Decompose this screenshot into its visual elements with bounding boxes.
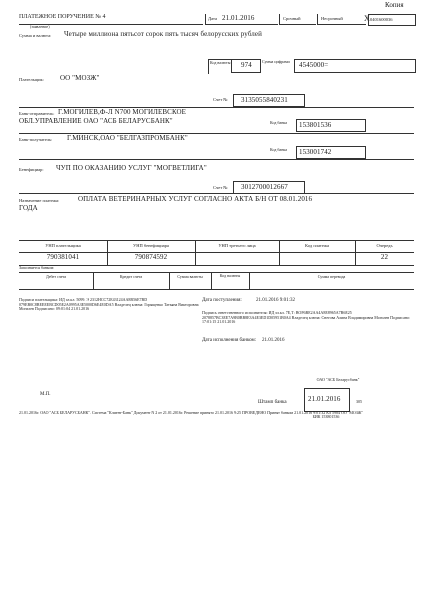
unp-beneficiary-label: УНП бенефициара [133, 243, 169, 248]
payer-account-label: Счет № [213, 97, 228, 102]
amount-digits-box [294, 59, 416, 73]
nonurgent-box [317, 14, 370, 25]
receiver-bank-name: Г.МИНСК,ОАО "БЕЛГАЗПРОМБАНК" [67, 134, 188, 142]
unp-third-label: УНП третьего лица [218, 243, 256, 248]
payer-account-box [233, 94, 305, 107]
amount-digits-label: Сумма цифрами [262, 59, 290, 64]
received-label: Дата поступления: [202, 298, 242, 303]
nonurgent-mark: X [364, 14, 370, 23]
unp-payer: 790381041 [46, 253, 80, 261]
form-code: 0401600036 [370, 17, 393, 22]
footer-note: 21.01.2016г. ОАО "АСБ БЕЛАРУСБАНК". Система "Клиент-Банк" Документ N 2 от 21.01.2016г. Решение принято 21.01.2016 9:25 ПРОВЕДЕНО Принят банком 21.01.2016 9:01:32 Кл 5984 ОО "МОЗЖ" [19, 410, 363, 415]
transfer-amount-label: Сумма перевода [317, 274, 346, 279]
payer-name: ОО "МОЗЖ" [60, 74, 100, 82]
bank-fill-table [19, 272, 414, 290]
purpose-line2: ГОДА [19, 204, 38, 212]
payer-account: 3135055840231 [241, 96, 288, 104]
executed-value: 21.01.2016 [262, 338, 285, 343]
purpose-divider [19, 193, 414, 194]
amount-digits-label-box [261, 59, 291, 73]
date-label: Дата [208, 16, 217, 21]
beneficiary-name: ЧУП ПО ОКАЗАНИЮ УСЛУГ "МОГВЕТЛИГА" [56, 164, 207, 172]
stamp-label: Штамп банка [258, 400, 287, 405]
urgent-box [279, 14, 316, 25]
executor-sig-block [202, 311, 412, 325]
beneficiary-label: Бенефициар: [19, 167, 44, 172]
sender-bank-line1: Г.МОГИЛЕВ,Ф-Л N700 МОГИЛЕВСКОЕ [58, 108, 187, 116]
bank-fill-label: Заполняется банком: [19, 265, 55, 270]
unp-beneficiary: 790874592 [134, 253, 168, 261]
beneficiary-divider [19, 159, 414, 160]
stamp-bank-name: ОАО "АСБ Беларусбанк" [316, 377, 360, 382]
receiver-bank-code-box [296, 146, 366, 159]
queue-value: 22 [380, 253, 389, 261]
currency-code-box [231, 59, 261, 73]
unp-table [19, 240, 414, 266]
stamp-number: 305 [356, 399, 362, 404]
executed-label: Дата исполнения банком: [202, 338, 257, 343]
sender-bank-code-label: Код банка [270, 120, 287, 125]
unp-payer-label: УНП плательщика [45, 243, 81, 248]
debit-label: Дебет счета [45, 274, 67, 279]
purpose-line1: ОПЛАТА ВЕТЕРИНАРНЫХ УСЛУГ СОГЛАСНО АКТА Б/Н ОТ 08.01.2016 [78, 195, 313, 203]
stamp-date: 21.01.2016 [308, 395, 341, 403]
nonurgent-label: Несрочный [321, 16, 343, 21]
payer-ecp: Подписи плательщика: ИД эл.кл. 5099. Э 2312НСС72Е43124АА8В56Е7ВD 079ЕВ0С8ВЕЕЕЕВСD05Е2А0995АЗЕ5000D6Е4Е0DA5 Владелец ключа: Горященко Татьяна Викторовна Могилев Подписано: 09:01:04 21.01.2016 [19, 297, 199, 312]
mp-label: М.П. [40, 392, 51, 397]
payer-label: Плательщик: [19, 77, 44, 82]
document-title: ПЛАТЕЖНОЕ ПОРУЧЕНИЕ № 4 [19, 14, 106, 20]
beneficiary-account: 3012700012667 [241, 183, 288, 191]
copy-label: Копия [385, 1, 404, 9]
amount-words-label: Сумма и валюта: [19, 33, 52, 38]
sender-bank-code-box [296, 119, 366, 132]
receiver-bank-code: 153001742 [299, 148, 332, 156]
purpose-label: Назначение платежа: [19, 198, 60, 203]
stamp-date-box [304, 388, 350, 412]
form-code-box [368, 14, 416, 26]
beneficiary-account-label: Счет № [213, 185, 228, 190]
date-box [205, 14, 278, 25]
sender-bank-line2: ОБЛ.УПРАВЛЕНИЕ ОАО "АСБ БЕЛАРУСБАНК" [19, 117, 173, 125]
document-subtitle: (заявление) [30, 24, 50, 29]
sender-bank-code: 153801536 [299, 121, 332, 129]
receiver-bank-label: Банк-получатель: [19, 137, 53, 142]
document-date: 21.01.2016 [222, 14, 255, 22]
currency-code-label-box [208, 59, 231, 74]
stamp-bik: БИК 153801536 [312, 414, 340, 419]
executor-ecp: ИД эл.кл. 7Е,Т: ВОF6ВЕ2АА4А8Е8965А7В6Е25 2078857ВС3ЕЕ7А9В0ВВ8Е3А4Е3ЕD1D05951В0А4 Владелец ключа: Снегова Алина Владимировна Могилев Подписано: 17:01:15 21.01.2016 [202, 310, 411, 325]
currency-code: 974 [241, 61, 252, 69]
currency-amount-label: Сумма валюты [177, 274, 203, 279]
queue-label: Очередь [376, 243, 393, 248]
currency-code-small-label: Код валюты [219, 273, 241, 278]
sender-bank-label: Банк-отправитель: [19, 111, 55, 116]
amount-words: Четыре миллиона пятьсот сорок пять тысяч белорусских рублей [64, 30, 262, 38]
payment-code-label: Код платежа [305, 243, 329, 248]
receiver-bank-code-label: Код банка [270, 147, 287, 152]
amount-digits: 4545000= [299, 61, 329, 69]
credit-label: Кредит счета [119, 274, 143, 279]
currency-code-label: Код валюты [210, 60, 231, 65]
executor-sig-label: Подпись ответственного исполнителя: [202, 310, 268, 315]
bank-stamp [298, 378, 378, 430]
urgent-label: Срочный [283, 16, 301, 21]
received-value: 21.01.2016 9:01:32 [256, 298, 296, 303]
